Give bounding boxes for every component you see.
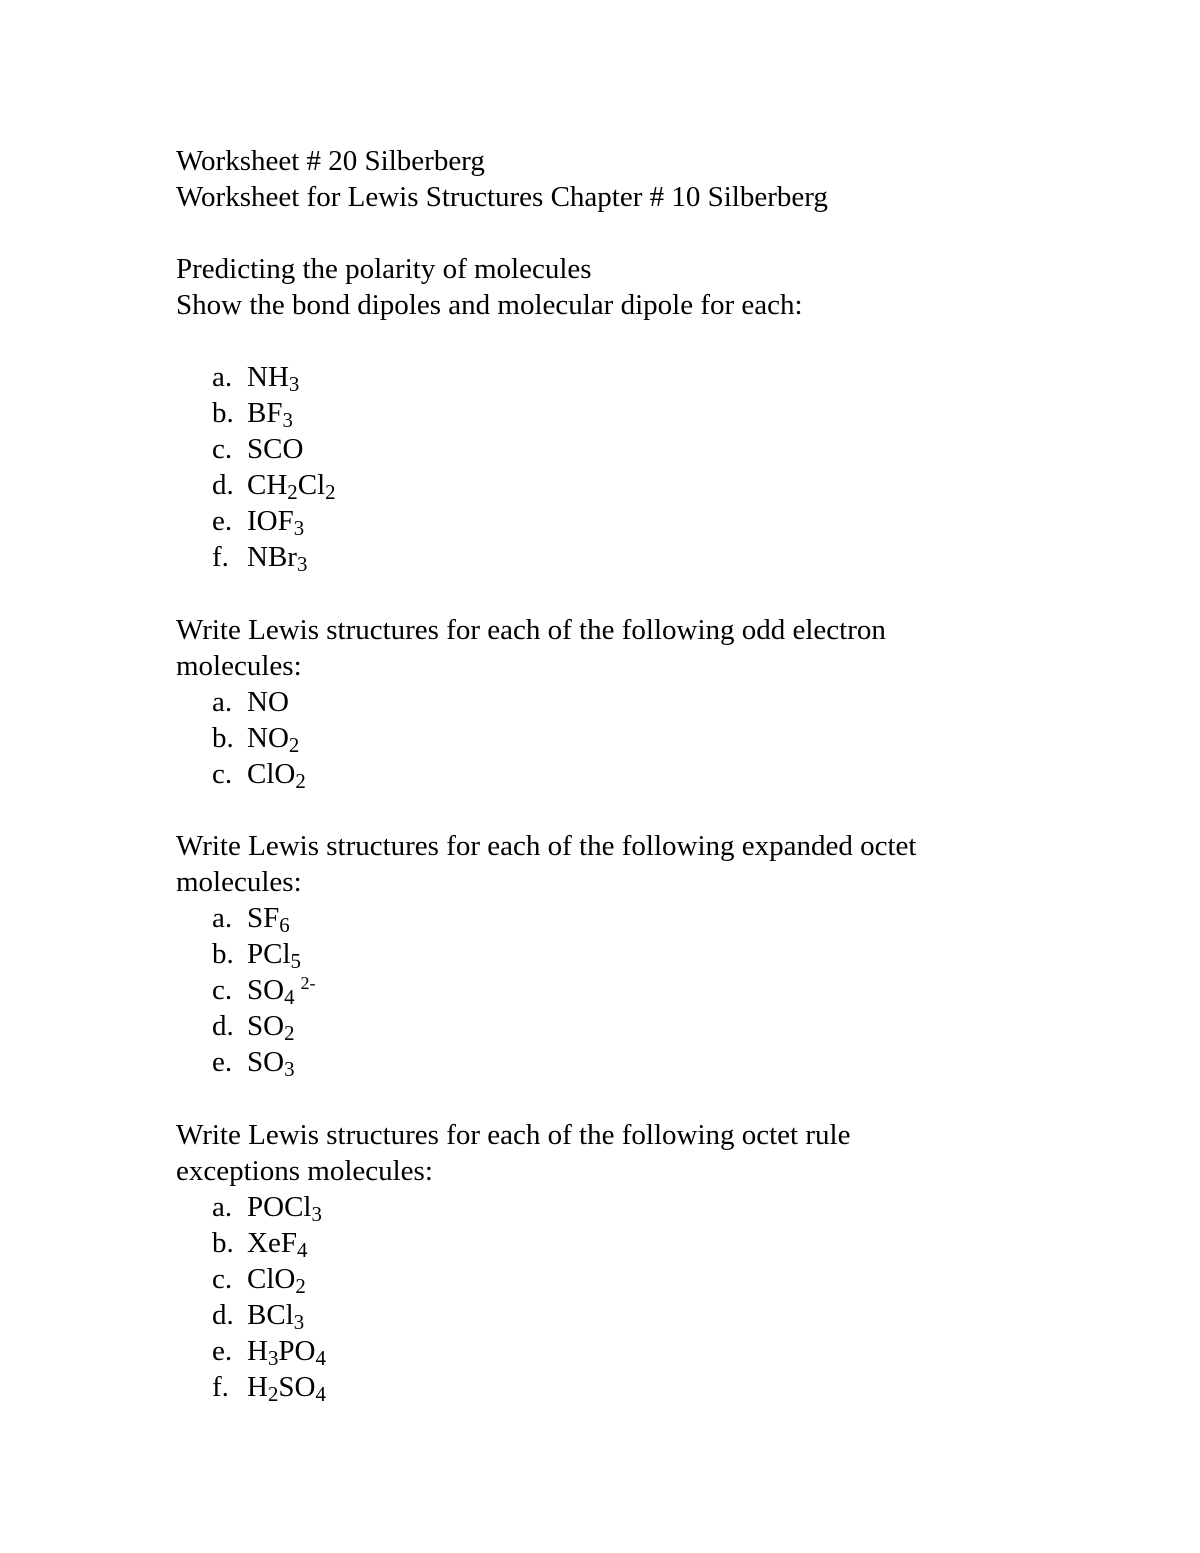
formula-text: ClO xyxy=(247,758,296,790)
formula-text: IOF xyxy=(247,505,294,537)
formula-subscript: 4 xyxy=(315,1382,326,1407)
list-marker: a. xyxy=(212,686,233,718)
list-marker: e. xyxy=(212,505,233,537)
list-marker: a. xyxy=(212,1191,233,1223)
formula-subscript: 3 xyxy=(267,1346,279,1371)
list-marker: c. xyxy=(212,758,233,790)
formula-text: ClO xyxy=(247,1263,296,1295)
list-marker: a. xyxy=(212,361,233,393)
chemical-formula xyxy=(247,505,305,541)
formula-text: XeF xyxy=(247,1227,297,1259)
section-heading-line: Write Lewis structures for each of the following expanded octet xyxy=(176,830,917,862)
section-heading-line: molecules: xyxy=(176,650,302,682)
chemical-formula xyxy=(247,938,301,974)
formula-text: NO xyxy=(247,722,289,754)
formula-subscript: 3 xyxy=(311,1202,322,1227)
formula-text: SO xyxy=(247,1046,285,1078)
list-marker: d. xyxy=(212,1010,234,1042)
chemical-formula xyxy=(247,433,303,465)
chemical-formula xyxy=(247,1263,306,1299)
page-title: Worksheet # 20 Silberberg xyxy=(176,145,485,177)
formula-list xyxy=(212,359,1076,575)
list-item xyxy=(212,1333,1076,1369)
list-item xyxy=(212,1225,1076,1261)
list-marker: b. xyxy=(212,397,234,429)
formula-subscript: 2 xyxy=(267,1382,279,1407)
section-heading-line: Write Lewis structures for each of the following odd electron xyxy=(176,614,886,646)
formula-subscript: 3 xyxy=(284,1057,295,1082)
formula-subscript: 3 xyxy=(282,408,293,433)
section-heading-line: Write Lewis structures for each of the following octet rule xyxy=(176,1119,851,1151)
formula-text: PCl xyxy=(247,938,291,970)
formula-charge: 2- xyxy=(300,973,316,994)
list-marker: b. xyxy=(212,938,234,970)
formula-text: NBr xyxy=(247,541,297,573)
list-marker: e. xyxy=(212,1335,233,1367)
list-item xyxy=(212,431,1076,467)
formula-subscript: 4 xyxy=(284,985,295,1010)
formula-text: BCl xyxy=(247,1299,294,1331)
section-heading-line: molecules: xyxy=(176,866,302,898)
formula-subscript: 4 xyxy=(296,1238,308,1263)
list-marker: d. xyxy=(212,469,234,501)
list-marker: c. xyxy=(212,1263,233,1295)
chemical-formula xyxy=(247,722,300,758)
list-marker: f. xyxy=(212,1371,229,1403)
formula-subscript: 2 xyxy=(288,733,300,758)
formula-subscript: 3 xyxy=(293,516,305,541)
list-item xyxy=(212,1369,1076,1405)
list-item xyxy=(212,395,1076,431)
list-marker: e. xyxy=(212,1046,233,1078)
chemical-formula xyxy=(247,1371,326,1407)
formula-list xyxy=(212,900,1076,1080)
section-heading-line: exceptions molecules: xyxy=(176,1155,433,1187)
formula-subscript: 3 xyxy=(296,552,308,577)
list-marker: c. xyxy=(212,433,233,465)
list-item xyxy=(212,467,1076,503)
formula-text: SCO xyxy=(247,433,304,465)
list-item xyxy=(212,684,1076,720)
list-marker: c. xyxy=(212,974,233,1006)
list-marker: d. xyxy=(212,1299,234,1331)
list-item xyxy=(212,539,1076,575)
formula-subscript: 4 xyxy=(315,1346,326,1371)
chemical-formula xyxy=(247,397,293,433)
formula-text: SO xyxy=(247,1010,285,1042)
formula-text: Cl xyxy=(297,469,326,501)
section-heading-line: Show the bond dipoles and molecular dipole for each: xyxy=(176,289,803,321)
list-item xyxy=(212,756,1076,792)
formula-text: SO xyxy=(247,974,285,1006)
chemical-formula xyxy=(247,1335,326,1371)
formula-text: H xyxy=(247,1371,268,1403)
worksheet-header xyxy=(176,143,1076,215)
formula-subscript: 3 xyxy=(288,372,300,397)
chemical-formula xyxy=(247,1010,295,1046)
chemical-formula xyxy=(247,361,300,397)
chemical-formula xyxy=(247,1227,308,1263)
formula-subscript: 2 xyxy=(287,480,298,505)
formula-subscript: 2 xyxy=(325,480,336,505)
list-marker: b. xyxy=(212,722,234,754)
formula-text: NO xyxy=(247,686,289,718)
formula-text: POCl xyxy=(247,1191,312,1223)
formula-list xyxy=(212,1189,1076,1405)
chemical-formula xyxy=(247,758,306,794)
list-marker: f. xyxy=(212,541,229,573)
chemical-formula xyxy=(247,541,308,577)
formula-subscript: 6 xyxy=(279,913,290,938)
chemical-formula xyxy=(247,469,336,505)
formula-subscript: 3 xyxy=(293,1310,305,1335)
list-item xyxy=(212,936,1076,972)
formula-subscript: 2 xyxy=(295,1274,306,1299)
list-item xyxy=(212,1008,1076,1044)
formula-list xyxy=(212,684,1076,792)
formula-subscript: 5 xyxy=(290,949,301,974)
list-item xyxy=(212,503,1076,539)
chemical-formula xyxy=(247,902,290,938)
section-octet-exceptions xyxy=(176,1117,1076,1405)
list-item xyxy=(212,720,1076,756)
formula-subscript: 2 xyxy=(295,769,306,794)
page-subtitle: Worksheet for Lewis Structures Chapter # 10 Silberberg xyxy=(176,181,828,213)
chemical-formula xyxy=(247,1299,305,1335)
list-marker: a. xyxy=(212,902,233,934)
list-item xyxy=(212,1044,1076,1080)
list-item xyxy=(212,900,1076,936)
list-item xyxy=(212,1189,1076,1225)
chemical-formula xyxy=(247,1191,322,1227)
formula-subscript: 2 xyxy=(284,1021,295,1046)
list-item xyxy=(212,1261,1076,1297)
formula-text: NH xyxy=(247,361,289,393)
section-heading-line: Predicting the polarity of molecules xyxy=(176,253,592,285)
formula-text: SO xyxy=(278,1371,316,1403)
chemical-formula xyxy=(247,973,316,1010)
formula-text: PO xyxy=(278,1335,316,1367)
section-odd-electron xyxy=(176,612,1076,792)
list-item xyxy=(212,972,1076,1008)
formula-text: SF xyxy=(247,902,280,934)
formula-text: BF xyxy=(247,397,283,429)
section-polarity xyxy=(176,251,1076,575)
formula-text: CH xyxy=(247,469,288,501)
list-item xyxy=(212,1297,1076,1333)
list-item xyxy=(212,359,1076,395)
list-marker: b. xyxy=(212,1227,234,1259)
formula-text: H xyxy=(247,1335,268,1367)
section-expanded-octet xyxy=(176,828,1076,1080)
chemical-formula xyxy=(247,686,289,718)
chemical-formula xyxy=(247,1046,295,1082)
